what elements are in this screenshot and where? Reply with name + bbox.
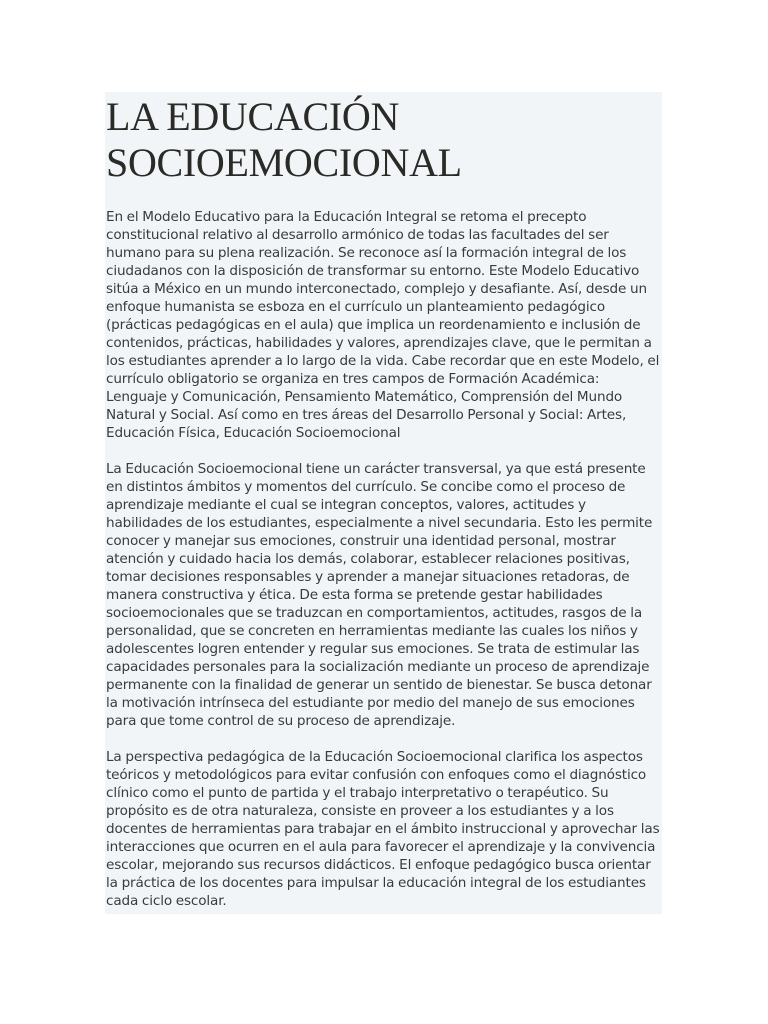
paragraph-modelo-educativo: En el Modelo Educativo para la Educación Integral se retoma el precepto constitucional relativo al desarrollo armónico de todas las facultades del ser humano para su plena realización. Se reconoce así la formación integral de los ciudadanos con la disposición de transformar su entorno. Este Modelo Educativo sitúa a México en un mundo interconectado, complejo y desafiante. Así, desde un enfoque humanista se esboza en el currículo un planteamiento pedagógico (prácticas pedagógicas en el aula) que implica un reordenamiento e inclusión de contenidos, prácticas, habilidades y valores, aprendizajes clave, que le permitan a los estudiantes aprender a lo largo de la vida. Cabe recordar que en este Modelo, el currículo obligatorio se organiza en tres campos de Formación Académica: Lenguaje y Comunicación, Pensamiento Matemático, Comprensión del Mundo Natural y Social. Así como en tres áreas del Desarrollo Personal y Social: Artes, Educación Física, Educación Socioemocional <box>106 209 660 441</box>
paragraph-caracter-transversal: La Educación Socioemocional tiene un carácter transversal, ya que está presente en distintos ámbitos y momentos del currículo. Se concibe como el proceso de aprendizaje mediante el cual se integran conceptos, valores, actitudes y habilidades de los estudiantes, especialmente a nivel secundaria. Esto les permite conocer y manejar sus emociones, construir una identidad personal, mostrar atención y cuidado hacia los demás, colaborar, establecer relaciones positivas, tomar decisiones responsables y aprender a manejar situaciones retadoras, de manera constructiva y ética. De esta forma se pretende gestar habilidades socioemocionales que se traduzcan en comportamientos, actitudes, rasgos de la personalidad, que se concreten en herramientas mediante las cuales los niños y adolescentes logren entender y regular sus emociones. Se trata de estimular las capacidades personales para la socialización mediante un proceso de aprendizaje permanente con la finalidad de generar un sentido de bienestar. Se busca detonar la motivación intrínseca del estudiante por medio del manejo de sus emociones para que tome control de su proceso de aprendizaje. <box>106 461 653 729</box>
paragraph-perspectiva-pedagogica: La perspectiva pedagógica de la Educación Socioemocional clarifica los aspectos teóricos y metodológicos para evitar confusión con enfoques como el diagnóstico clínico como el punto de partida y el trabajo interpretativo o terapéutico. Su propósito es de otra naturaleza, consiste en proveer a los estudiantes y a los docentes de herramientas para trabajar en el ámbito instruccional y aprovechar las interacciones que ocurren en el aula para favorecer el aprendizaje y la convivencia escolar, mejorando sus recursos didácticos. El enfoque pedagógico busca orientar la práctica de los docentes para impulsar la educación integral de los estudiantes cada ciclo escolar. <box>106 749 660 909</box>
document-panel <box>105 92 662 914</box>
document-title: LA EDUCACIÓN SOCIOEMOCIONAL <box>106 94 462 185</box>
